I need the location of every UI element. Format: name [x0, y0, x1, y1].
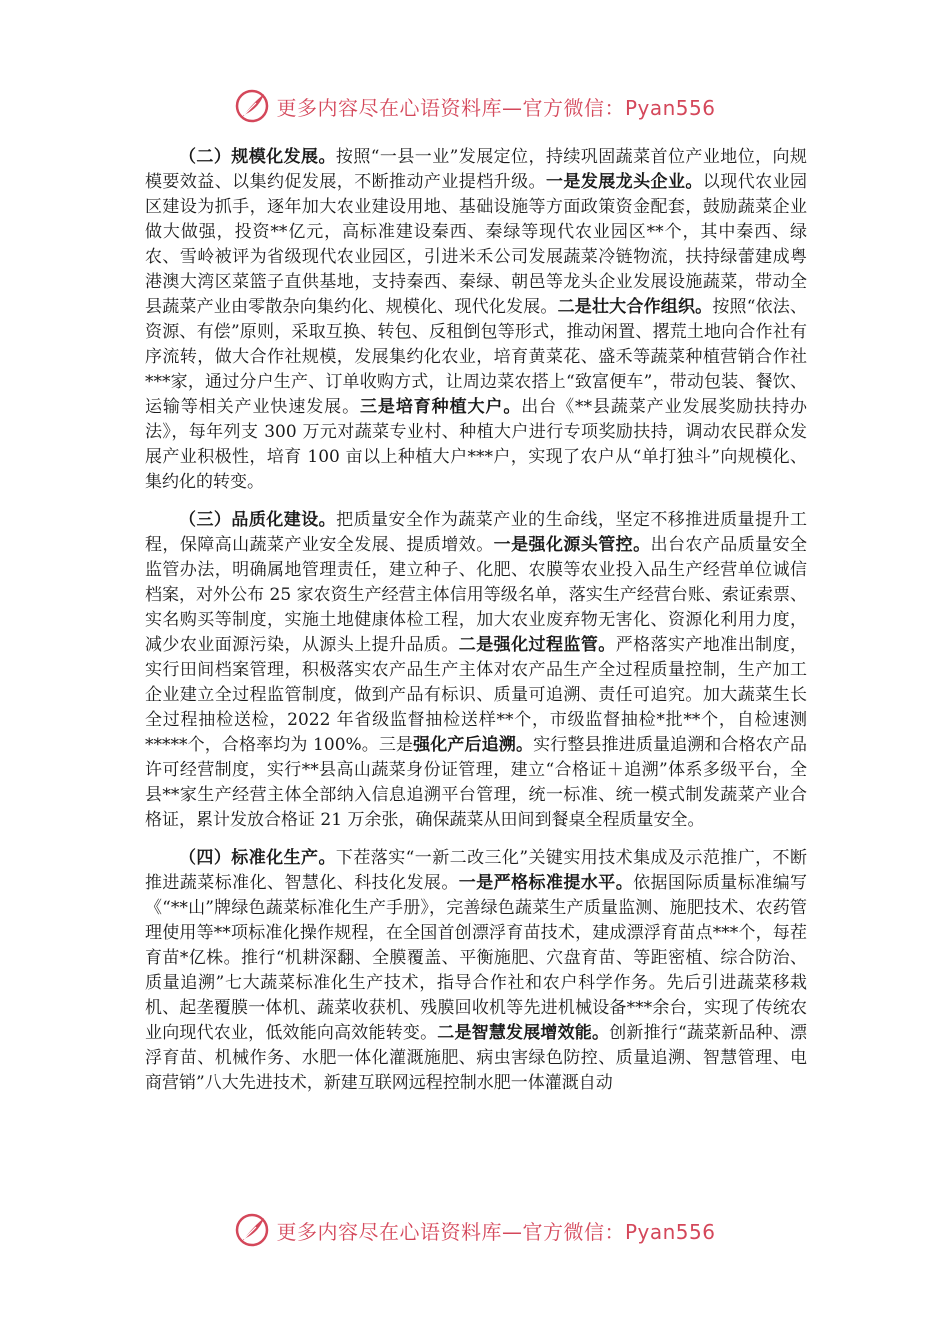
document-body — [145, 145, 807, 1109]
footer-banner — [0, 1208, 950, 1252]
section-heading: （三）品质化建设。 — [179, 510, 337, 530]
body-text: 下茬落实“一新二改三化”关键实用技术集成及示范推广，不断推进蔬菜标准化、智慧化、科技化发展。 — [145, 848, 807, 893]
paragraph-quality-construction — [145, 508, 807, 833]
header-banner — [0, 84, 950, 128]
body-text: 按照“依法、资源、有偿”原则，采取互换、转包、反租倒包等形式，推动闲置、撂荒土地向合作社有序流转，做大合作社规模，发展集约化农业，培育黄菜花、盛禾等蔬菜种植营销合作社***家，通过分户生产、订单收购方式，让周边菜农搭上“致富便车”，带动包装、餐饮、运输等相关产业快速发展。 — [145, 297, 807, 417]
body-text: 按照“一县一业”发展定位，持续巩固蔬菜首位产业地位，向规模要效益、以集约促发展，不断推动产业提档升级。 — [145, 147, 807, 192]
section-heading: （四）标准化生产。 — [179, 848, 336, 868]
point-heading: 二是强化过程监管。 — [458, 635, 616, 655]
paragraph-scale-development — [145, 145, 807, 495]
point-heading: 一是强化源头管控。 — [493, 535, 651, 555]
feather-pen-logo-icon — [234, 1212, 270, 1248]
body-text: 出台农产品质量安全监管办法，明确属地管理责任，建立种子、化肥、农膜等农业投入品生产经营单位诚信档案，对外公布 25 家农资生产经营主体信用等级名单，落实生产经营台账、索证索票、实名购买等制度，实施土地健康体检工程，加大农业废弃物无害化、资源化利用力度，减少农业面源污染，从源头上提升品质。 — [145, 535, 808, 655]
body-text: 依据国际质量标准编写《“**山”牌绿色蔬菜标准化生产手册》，完善绿色蔬菜生产质量监测、施肥技术、农药管理使用等**项标准化操作规程，在全国首创漂浮育苗技术，建成漂浮育苗点***个，每茬育苗*亿株。推行“机耕深翻、全膜覆盖、平衡施肥、穴盘育苗、等距密植、综合防治、质量追溯”七大蔬菜标准化生产技术，指导合作社和农户科学作务。先后引进蔬菜移栽机、起垄覆膜一体机、蔬菜收获机、残膜回收机等先进机械设备***余台，实现了传统农业向现代农业，低效能向高效能转变。 — [145, 873, 808, 1043]
paragraph-standardized-production — [145, 846, 807, 1096]
point-heading: 三是培育种植大户。 — [360, 397, 522, 417]
banner-text: 更多内容尽在心语资料库—官方微信：Pyan556 — [276, 1219, 716, 1244]
body-text: 创新推行“蔬菜新品种、漂浮育苗、机械作务、水肥一体化灌溉施肥、病虫害绿色防控、质量追溯、智慧管理、电商营销”八大先进技术，新建互联网远程控制水肥一体灌溉自动 — [145, 1023, 807, 1093]
point-heading: 一是严格标准提水平。 — [458, 873, 634, 893]
body-text: 出台《**县蔬菜产业发展奖励扶持办法》，每年列支 300 万元对蔬菜专业村、种植大户进行专项奖励扶持，调动农民群众发展产业积极性，培育 100 亩以上种植大户***户，实现了农户从“单打独斗”向规模化、集约化的转变。 — [145, 397, 807, 492]
banner-text: 更多内容尽在心语资料库—官方微信：Pyan556 — [276, 95, 716, 120]
point-heading: 二是壮大合作组织。 — [557, 297, 713, 317]
body-text: 把质量安全作为蔬菜产业的生命线，坚定不移推进质量提升工程，保障高山蔬菜产业安全发展、提质增效。 — [145, 510, 808, 555]
section-heading: （二）规模化发展。 — [179, 147, 336, 167]
feather-pen-logo-icon — [234, 88, 270, 124]
point-heading: 二是智慧发展增效能。 — [437, 1023, 610, 1043]
body-text: 以现代农业园区建设为抓手，逐年加大农业建设用地、基础设施等方面政策资金配套，鼓励蔬菜企业做大做强，投资**亿元，高标准建设秦西、秦绿等现代农业园区**个，其中秦西、绿农、雪岭被评为省级现代农业园区，引进米禾公司发展蔬菜冷链物流，扶持绿蕾建成粤港澳大湾区菜篮子直供基地，支持秦西、秦绿、朝邑等龙头企业发展设施蔬菜，带动全县蔬菜产业由零散杂向集约化、规模化、现代化发展。 — [145, 172, 808, 317]
point-heading: 强化产后追溯。 — [413, 735, 534, 755]
body-text: 严格落实产地准出制度，实行田间档案管理，积极落实农产品生产主体对农产品生产全过程质量控制，生产加工企业建立全过程监管制度，做到产品有标识、质量可追溯、责任可追究。加大蔬菜生长全过程抽检送检，2022 年省级监督抽检送样**个，市级监督抽检*批**个，自检速测*****个，合格率均为 100%。三是 — [145, 635, 808, 755]
point-heading: 一是发展龙头企业。 — [545, 172, 703, 192]
body-text: 实行整县推进质量追溯和合格农产品许可经营制度，实行**县高山蔬菜身份证管理，建立“合格证＋追溯”体系多级平台，全县**家生产经营主体全部纳入信息追溯平台管理，统一标准、统一模式制发蔬菜产业合格证，累计发放合格证 21 万余张，确保蔬菜从田间到餐桌全程质量安全。 — [145, 735, 807, 830]
